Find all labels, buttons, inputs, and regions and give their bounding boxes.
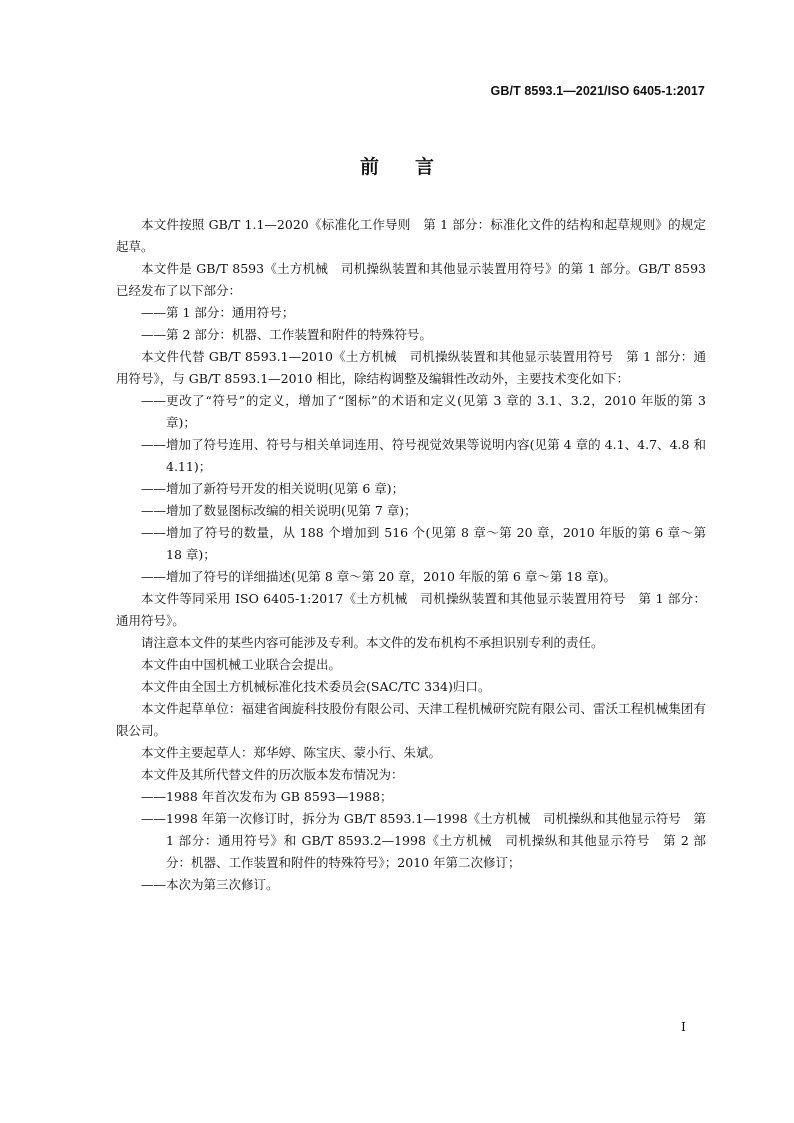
list-item-text: 增加了符号连用、符号与相关单词连用、符号视觉效果等说明内容(见第 4 章的 4.1、4.7、4.8 和 4.11)； — [166, 437, 706, 474]
list-item-text: 更改了“符号”的定义，增加了“图标”的术语和定义(见第 3 章的 3.1、3.2，2010 年版的第 3 章)； — [166, 393, 706, 430]
dash-marker: —— — [141, 305, 166, 320]
list-item — [116, 390, 706, 434]
paragraph-drafting-rules: 本文件按照 GB/T 1.1—2020《标准化工作导则 第 1 部分：标准化文件的结构和起草规则》的规定起草。 — [116, 217, 706, 254]
standard-number-header: GB/T 8593.1—2021/ISO 6405-1:2017 — [490, 84, 705, 98]
list-item-text: 第 2 部分：机器、工作装置和附件的特殊符号。 — [166, 327, 432, 342]
dash-marker: —— — [141, 569, 166, 584]
dash-marker: —— — [141, 811, 166, 826]
list-item — [116, 808, 706, 874]
dash-marker: —— — [141, 393, 166, 408]
list-item — [116, 786, 706, 808]
paragraph-committee: 本文件由全国土方机械标准化技术委员会(SAC/TC 334)归口。 — [141, 679, 491, 694]
list-item-text: 增加了符号的详细描述(见第 8 章～第 20 章，2010 年版的第 6 章～第 18 章)。 — [166, 569, 617, 584]
dash-marker: —— — [141, 525, 166, 540]
paragraph-proposer: 本文件由中国机械工业联合会提出。 — [141, 657, 342, 672]
list-item — [116, 324, 706, 346]
list-item-text: 增加了新符号开发的相关说明(见第 6 章)； — [166, 481, 405, 496]
paragraph-drafters: 本文件主要起草人：郑华婷、陈宝庆、蒙小行、朱斌。 — [141, 745, 442, 760]
list-item — [116, 500, 706, 522]
dash-marker: —— — [141, 877, 166, 892]
list-item-text: 1998 年第一次修订时，拆分为 GB/T 8593.1—1998《土方机械 司机操纵和其他显示符号 第 1 部分：通用符号》和 GB/T 8593.2—1998《土方机械 司机操纵和其他显示符号 第 2 部分：机器、工作装置和附件的特殊符号》；2010 年第二次修订； — [166, 811, 706, 870]
list-item — [116, 478, 706, 500]
dash-marker: —— — [141, 327, 166, 342]
dash-marker: —— — [141, 437, 166, 452]
paragraph-adoption: 本文件等同采用 ISO 6405-1:2017《土方机械 司机操纵装置和其他显示装置用符号 第 1 部分：通用符号》。 — [116, 591, 706, 628]
paragraph-replaces: 本文件代替 GB/T 8593.1—2010《土方机械 司机操纵装置和其他显示装置用符号 第 1 部分：通用符号》，与 GB/T 8593.1—2010 相比，除结构调整及编辑性改动外，主要技术变化如下： — [116, 349, 706, 386]
dash-marker: —— — [141, 481, 166, 496]
list-item-text: 本次为第三次修订。 — [166, 877, 279, 892]
list-item — [116, 566, 706, 588]
paragraph-drafting-units: 本文件起草单位：福建省闽旋科技股份有限公司、天津工程机械研究院有限公司、雷沃工程机械集团有限公司。 — [116, 701, 706, 738]
dash-marker: —— — [141, 789, 166, 804]
paragraph-patent-notice: 请注意本文件的某些内容可能涉及专利。本文件的发布机构不承担识别专利的责任。 — [141, 635, 604, 650]
list-item — [116, 522, 706, 566]
foreword-content — [116, 214, 706, 896]
paragraph-history-intro: 本文件及其所代替文件的历次版本发布情况为： — [141, 767, 404, 782]
list-item-text: 1988 年首次发布为 GB 8593—1988； — [166, 789, 393, 804]
paragraph-standard-parts: 本文件是 GB/T 8593《土方机械 司机操纵装置和其他显示装置用符号》的第 1 部分。GB/T 8593 已经发布了以下部分： — [116, 261, 706, 298]
dash-marker: —— — [141, 503, 166, 518]
list-item — [116, 434, 706, 478]
list-item-text: 增加了符号的数量，从 188 个增加到 516 个(见第 8 章～第 20 章，2010 年版的第 6 章～第 18 章)； — [166, 525, 706, 562]
page-title: 前言 — [359, 156, 470, 178]
list-item-text: 第 1 部分：通用符号； — [166, 305, 295, 320]
list-item-text: 增加了数显图标改编的相关说明(见第 7 章)； — [166, 503, 417, 518]
list-item — [116, 302, 706, 324]
page-number: I — [681, 1019, 686, 1034]
list-item — [116, 874, 706, 896]
